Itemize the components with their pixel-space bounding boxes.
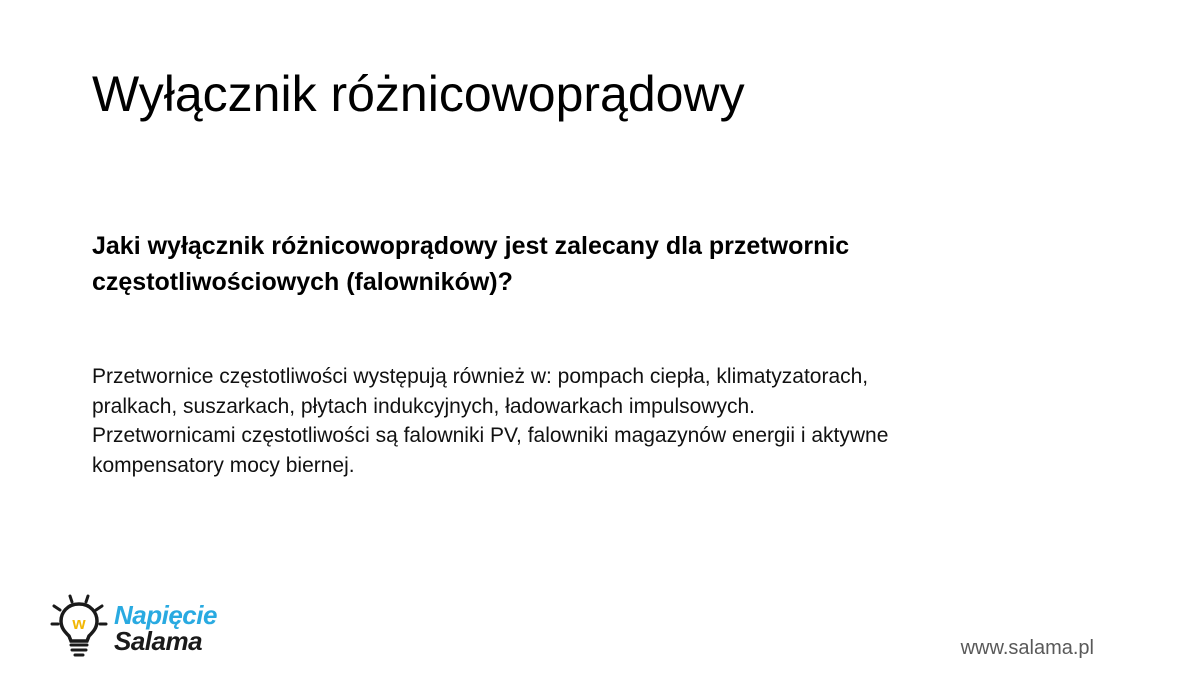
question-line: Jaki wyłącznik różnicowoprądowy jest zalecany dla przetwornic: [92, 232, 850, 260]
brand-logo: [50, 594, 230, 660]
slide-question: [92, 228, 1092, 300]
body-line: kompensatory mocy biernej.: [92, 453, 355, 477]
logo-text-salama: Salama: [114, 626, 203, 656]
lightbulb-icon: [50, 594, 114, 660]
body-line: Przetwornicami częstotliwości są falowniki PV, falowniki magazynów energii i aktywne: [92, 424, 889, 447]
slide-title: Wyłącznik różnicowoprądowy: [92, 66, 745, 122]
slide-body-text: [92, 362, 1132, 480]
logo-bulb-letter: w: [72, 614, 86, 633]
logo-text-napiecie: Napięcie: [114, 600, 217, 630]
question-line: częstotliwościowych (falowników)?: [92, 268, 513, 296]
footer-website-url: www.salama.pl: [960, 637, 1094, 659]
body-line: Przetwornice częstotliwości występują również w: pompach ciepła, klimatyzatorach,: [92, 365, 869, 388]
body-line: pralkach, suszarkach, płytach indukcyjnych, ładowarkach impulsowych.: [92, 394, 755, 418]
